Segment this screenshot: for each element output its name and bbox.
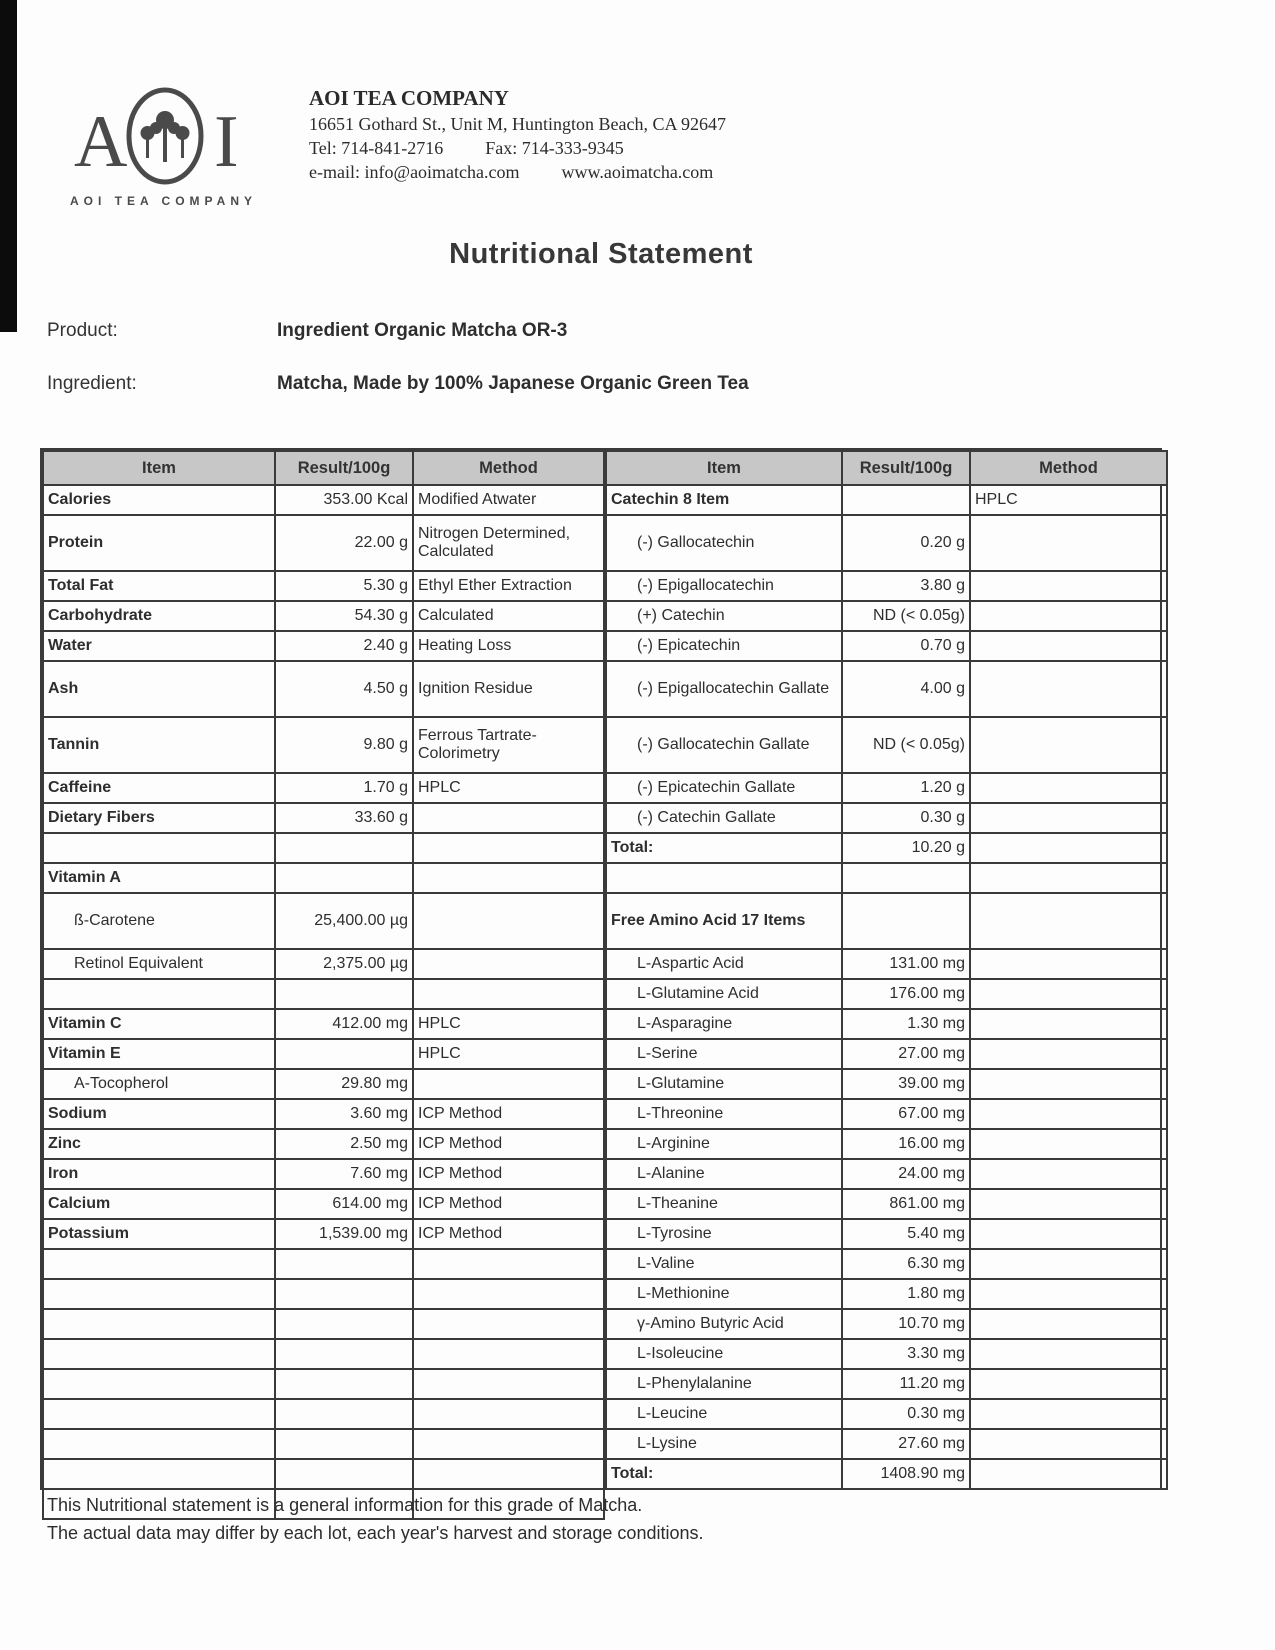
- company-phone-line: [309, 137, 726, 161]
- method-cell: [413, 1429, 604, 1459]
- method-cell: [970, 601, 1167, 631]
- table-row: [606, 1069, 1167, 1099]
- item-cell: [43, 1279, 275, 1309]
- method-cell: Ethyl Ether Extraction: [413, 571, 604, 601]
- method-cell: [970, 1249, 1167, 1279]
- method-cell: [970, 717, 1167, 773]
- item-cell: Potassium: [43, 1219, 275, 1249]
- company-info: [309, 86, 726, 184]
- table-row: [606, 661, 1167, 717]
- result-cell: 5.30 g: [275, 571, 413, 601]
- item-cell: L-Asparagine: [606, 1009, 842, 1039]
- result-cell: 2.40 g: [275, 631, 413, 661]
- result-cell: 6.30 mg: [842, 1249, 970, 1279]
- item-cell: (-) Catechin Gallate: [606, 803, 842, 833]
- item-cell: Sodium: [43, 1099, 275, 1129]
- company-website: www.aoimatcha.com: [561, 161, 714, 182]
- table-row: [606, 833, 1167, 863]
- disclaimer-line-1: This Nutritional statement is a general information for this grade of Matcha.: [47, 1495, 643, 1515]
- method-cell: [970, 1369, 1167, 1399]
- result-cell: [275, 1429, 413, 1459]
- method-cell: [413, 1309, 604, 1339]
- method-cell: Heating Loss: [413, 631, 604, 661]
- result-cell: [275, 1279, 413, 1309]
- item-cell: [43, 833, 275, 863]
- method-cell: [970, 863, 1167, 893]
- item-cell: Caffeine: [43, 773, 275, 803]
- table-row: [43, 979, 604, 1009]
- result-cell: [275, 979, 413, 1009]
- company-logo: [70, 86, 257, 208]
- table-row: [43, 1039, 604, 1069]
- item-cell: Iron: [43, 1159, 275, 1189]
- item-cell: Retinol Equivalent: [43, 949, 275, 979]
- item-cell: (+) Catechin: [606, 601, 842, 631]
- method-cell: [970, 1129, 1167, 1159]
- method-cell: [970, 893, 1167, 949]
- table-row: [606, 1309, 1167, 1339]
- result-cell: [275, 863, 413, 893]
- ingredient-value: Matcha, Made by 100% Japanese Organic Green Tea: [277, 373, 749, 394]
- table-row: [43, 1219, 604, 1249]
- method-cell: [413, 1249, 604, 1279]
- company-tel: Tel: 714-841-2716: [309, 137, 444, 158]
- table-row: [43, 1069, 604, 1099]
- ingredient-label: Ingredient:: [47, 373, 137, 394]
- table-row: [606, 1399, 1167, 1429]
- table-row: [606, 485, 1167, 515]
- result-cell: [275, 1339, 413, 1369]
- result-cell: 10.20 g: [842, 833, 970, 863]
- product-row: [47, 320, 749, 342]
- result-cell: 7.60 mg: [275, 1159, 413, 1189]
- result-cell: [842, 863, 970, 893]
- item-cell: Vitamin E: [43, 1039, 275, 1069]
- item-cell: Vitamin C: [43, 1009, 275, 1039]
- result-cell: 4.00 g: [842, 661, 970, 717]
- item-cell: L-Threonine: [606, 1099, 842, 1129]
- method-cell: [970, 773, 1167, 803]
- method-cell: [970, 661, 1167, 717]
- table-row: [43, 1099, 604, 1129]
- result-cell: 11.20 mg: [842, 1369, 970, 1399]
- method-cell: [970, 1339, 1167, 1369]
- svg-text:I: I: [213, 101, 239, 183]
- method-cell: [970, 1009, 1167, 1039]
- method-cell: ICP Method: [413, 1099, 604, 1129]
- company-address: 16651 Gothard St., Unit M, Huntington Beach, CA 92647: [309, 114, 727, 134]
- item-cell: (-) Epigallocatechin Gallate: [606, 661, 842, 717]
- table-row: [606, 601, 1167, 631]
- method-cell: [970, 949, 1167, 979]
- table-row: [43, 893, 604, 949]
- item-cell: L-Alanine: [606, 1159, 842, 1189]
- item-cell: L-Lysine: [606, 1429, 842, 1459]
- svg-text:A: A: [73, 101, 127, 183]
- item-cell: Total:: [606, 833, 842, 863]
- table-row: [43, 1339, 604, 1369]
- method-cell: [413, 803, 604, 833]
- result-cell: 16.00 mg: [842, 1129, 970, 1159]
- item-cell: [43, 1459, 275, 1489]
- item-cell: (-) Gallocatechin: [606, 515, 842, 571]
- method-cell: [413, 1459, 604, 1489]
- result-cell: [275, 1459, 413, 1489]
- method-cell: [970, 1309, 1167, 1339]
- item-cell: Tannin: [43, 717, 275, 773]
- result-cell: 3.60 mg: [275, 1099, 413, 1129]
- method-cell: ICP Method: [413, 1219, 604, 1249]
- result-cell: 67.00 mg: [842, 1099, 970, 1129]
- method-cell: HPLC: [413, 1039, 604, 1069]
- table-row: [43, 1249, 604, 1279]
- ingredient-row: [47, 373, 749, 395]
- item-cell: (-) Epicatechin: [606, 631, 842, 661]
- item-cell: L-Glutamine Acid: [606, 979, 842, 1009]
- company-web-line: [309, 161, 726, 185]
- table-row: [43, 661, 604, 717]
- method-cell: Ferrous Tartrate- Colorimetry: [413, 717, 604, 773]
- column-header-item: Item: [606, 451, 842, 485]
- item-cell: L-Theanine: [606, 1189, 842, 1219]
- result-cell: 1408.90 mg: [842, 1459, 970, 1489]
- result-cell: 24.00 mg: [842, 1159, 970, 1189]
- table-row: [606, 1279, 1167, 1309]
- method-cell: [413, 1399, 604, 1429]
- result-cell: [842, 485, 970, 515]
- item-cell: Vitamin A: [43, 863, 275, 893]
- result-cell: 0.70 g: [842, 631, 970, 661]
- result-cell: [275, 1249, 413, 1279]
- item-cell: [43, 1309, 275, 1339]
- method-cell: [970, 1219, 1167, 1249]
- method-cell: [413, 1369, 604, 1399]
- result-cell: 1.70 g: [275, 773, 413, 803]
- method-cell: [970, 1069, 1167, 1099]
- result-cell: 54.30 g: [275, 601, 413, 631]
- table-row: [43, 717, 604, 773]
- item-cell: Calcium: [43, 1189, 275, 1219]
- table-row: [43, 631, 604, 661]
- method-cell: [970, 1399, 1167, 1429]
- table-header-right: [606, 451, 1167, 485]
- table-row: [43, 1429, 604, 1459]
- result-cell: 1.20 g: [842, 773, 970, 803]
- result-cell: 27.00 mg: [842, 1039, 970, 1069]
- item-cell: Dietary Fibers: [43, 803, 275, 833]
- nutrition-tables: [40, 448, 1162, 1490]
- column-header-result: Result/100g: [275, 451, 413, 485]
- item-cell: ß-Carotene: [43, 893, 275, 949]
- table-row: [606, 515, 1167, 571]
- result-cell: 22.00 g: [275, 515, 413, 571]
- result-cell: 1.80 mg: [842, 1279, 970, 1309]
- table-row: [43, 833, 604, 863]
- result-cell: [275, 833, 413, 863]
- table-row: [606, 717, 1167, 773]
- disclaimer: [47, 1492, 703, 1548]
- method-cell: [970, 1159, 1167, 1189]
- table-row: [606, 1129, 1167, 1159]
- result-cell: 29.80 mg: [275, 1069, 413, 1099]
- column-header-result: Result/100g: [842, 451, 970, 485]
- item-cell: [43, 1399, 275, 1429]
- company-fax: Fax: 714-333-9345: [485, 137, 624, 158]
- result-cell: 131.00 mg: [842, 949, 970, 979]
- product-label: Product:: [47, 320, 118, 341]
- result-cell: 27.60 mg: [842, 1429, 970, 1459]
- table-row: [43, 773, 604, 803]
- method-cell: [970, 803, 1167, 833]
- result-cell: 10.70 mg: [842, 1309, 970, 1339]
- table-row: [606, 631, 1167, 661]
- table-row: [606, 773, 1167, 803]
- result-cell: 176.00 mg: [842, 979, 970, 1009]
- table-row: [43, 571, 604, 601]
- item-cell: [43, 1339, 275, 1369]
- item-cell: Zinc: [43, 1129, 275, 1159]
- result-cell: 39.00 mg: [842, 1069, 970, 1099]
- method-cell: [413, 1069, 604, 1099]
- table-header-left: [43, 451, 604, 485]
- table-row: [606, 1189, 1167, 1219]
- item-cell: Water: [43, 631, 275, 661]
- method-cell: ICP Method: [413, 1159, 604, 1189]
- table-row: [606, 1249, 1167, 1279]
- method-cell: [970, 1279, 1167, 1309]
- result-cell: 412.00 mg: [275, 1009, 413, 1039]
- item-cell: [606, 863, 842, 893]
- method-cell: [413, 863, 604, 893]
- method-cell: HPLC: [413, 773, 604, 803]
- column-header-method: Method: [413, 451, 604, 485]
- logo-caption: AOI TEA COMPANY: [70, 194, 258, 208]
- table-row: [606, 1009, 1167, 1039]
- method-cell: [970, 631, 1167, 661]
- method-cell: ICP Method: [413, 1129, 604, 1159]
- product-value: Ingredient Organic Matcha OR-3: [277, 320, 568, 341]
- table-row: [43, 863, 604, 893]
- item-cell: (-) Epicatechin Gallate: [606, 773, 842, 803]
- item-cell: [43, 1369, 275, 1399]
- method-cell: [413, 1279, 604, 1309]
- table-row: [43, 1459, 604, 1489]
- result-cell: [842, 893, 970, 949]
- result-cell: 353.00 Kcal: [275, 485, 413, 515]
- table-row: [43, 485, 604, 515]
- nutrition-table-left: [42, 450, 605, 1520]
- table-row: [606, 1339, 1167, 1369]
- item-cell: Calories: [43, 485, 275, 515]
- column-header-item: Item: [43, 451, 275, 485]
- method-cell: Modified Atwater: [413, 485, 604, 515]
- item-cell: L-Phenylalanine: [606, 1369, 842, 1399]
- company-name: AOI TEA COMPANY: [309, 86, 509, 110]
- table-row: [606, 1099, 1167, 1129]
- table-row: [606, 863, 1167, 893]
- item-cell: L-Tyrosine: [606, 1219, 842, 1249]
- item-cell: (-) Epigallocatechin: [606, 571, 842, 601]
- table-row: [606, 1429, 1167, 1459]
- method-cell: [970, 1099, 1167, 1129]
- table-row: [606, 1219, 1167, 1249]
- table-row: [43, 1159, 604, 1189]
- table-row: [606, 1039, 1167, 1069]
- table-row: [606, 571, 1167, 601]
- method-cell: [413, 833, 604, 863]
- item-cell: Free Amino Acid 17 Items: [606, 893, 842, 949]
- result-cell: 9.80 g: [275, 717, 413, 773]
- column-header-method: Method: [970, 451, 1167, 485]
- result-cell: 2,375.00 µg: [275, 949, 413, 979]
- tree-icon: [140, 111, 189, 162]
- table-row: [606, 803, 1167, 833]
- method-cell: HPLC: [413, 1009, 604, 1039]
- result-cell: ND (< 0.05g): [842, 601, 970, 631]
- result-cell: ND (< 0.05g): [842, 717, 970, 773]
- method-cell: Calculated: [413, 601, 604, 631]
- method-cell: [970, 1039, 1167, 1069]
- item-cell: Total Fat: [43, 571, 275, 601]
- table-row: [606, 893, 1167, 949]
- table-row: [43, 1369, 604, 1399]
- disclaimer-line-2: The actual data may differ by each lot, each year's harvest and storage conditions.: [47, 1522, 704, 1543]
- item-cell: Total:: [606, 1459, 842, 1489]
- company-email: e-mail: info@aoimatcha.com: [309, 161, 520, 182]
- item-cell: (-) Gallocatechin Gallate: [606, 717, 842, 773]
- method-cell: [970, 1459, 1167, 1489]
- result-cell: 614.00 mg: [275, 1189, 413, 1219]
- item-cell: [43, 1249, 275, 1279]
- result-cell: [275, 1399, 413, 1429]
- table-row: [606, 1459, 1167, 1489]
- scan-artifact-bar: [0, 0, 17, 332]
- letterhead: [70, 86, 726, 208]
- result-cell: 5.40 mg: [842, 1219, 970, 1249]
- result-cell: [275, 1039, 413, 1069]
- item-cell: L-Serine: [606, 1039, 842, 1069]
- method-cell: ICP Method: [413, 1189, 604, 1219]
- method-cell: HPLC: [970, 485, 1167, 515]
- table-row: [43, 1399, 604, 1429]
- method-cell: [970, 1189, 1167, 1219]
- table-row: [606, 979, 1167, 1009]
- result-cell: 2.50 mg: [275, 1129, 413, 1159]
- table-row: [43, 803, 604, 833]
- result-cell: [275, 1309, 413, 1339]
- result-cell: 33.60 g: [275, 803, 413, 833]
- result-cell: 0.20 g: [842, 515, 970, 571]
- item-cell: [43, 1429, 275, 1459]
- table-row: [43, 1009, 604, 1039]
- table-row: [43, 1279, 604, 1309]
- table-row: [606, 949, 1167, 979]
- table-row: [43, 949, 604, 979]
- table-row: [43, 1189, 604, 1219]
- result-cell: 3.80 g: [842, 571, 970, 601]
- page-title: Nutritional Statement: [449, 238, 753, 270]
- item-cell: L-Isoleucine: [606, 1339, 842, 1369]
- item-cell: γ-Amino Butyric Acid: [606, 1309, 842, 1339]
- method-cell: [970, 979, 1167, 1009]
- item-cell: L-Aspartic Acid: [606, 949, 842, 979]
- method-cell: [970, 1429, 1167, 1459]
- method-cell: [970, 515, 1167, 571]
- table-row: [43, 601, 604, 631]
- table-row: [606, 1369, 1167, 1399]
- method-cell: [970, 833, 1167, 863]
- table-row: [43, 1129, 604, 1159]
- item-cell: L-Valine: [606, 1249, 842, 1279]
- result-cell: 3.30 mg: [842, 1339, 970, 1369]
- table-row: [43, 1309, 604, 1339]
- item-cell: Ash: [43, 661, 275, 717]
- item-cell: L-Glutamine: [606, 1069, 842, 1099]
- item-cell: L-Methionine: [606, 1279, 842, 1309]
- result-cell: 25,400.00 µg: [275, 893, 413, 949]
- item-cell: A-Tocopherol: [43, 1069, 275, 1099]
- result-cell: 4.50 g: [275, 661, 413, 717]
- product-info: [47, 320, 749, 426]
- method-cell: Nitrogen Determined, Calculated: [413, 515, 604, 571]
- method-cell: [413, 893, 604, 949]
- method-cell: [413, 949, 604, 979]
- result-cell: 0.30 g: [842, 803, 970, 833]
- item-cell: [43, 979, 275, 1009]
- item-cell: Carbohydrate: [43, 601, 275, 631]
- aoi-logo-icon: [74, 86, 254, 190]
- method-cell: [413, 979, 604, 1009]
- item-cell: L-Arginine: [606, 1129, 842, 1159]
- result-cell: 1,539.00 mg: [275, 1219, 413, 1249]
- method-cell: [413, 1339, 604, 1369]
- method-cell: [970, 571, 1167, 601]
- item-cell: L-Leucine: [606, 1399, 842, 1429]
- table-row: [606, 1159, 1167, 1189]
- result-cell: 861.00 mg: [842, 1189, 970, 1219]
- result-cell: [275, 1369, 413, 1399]
- table-row: [43, 515, 604, 571]
- item-cell: Catechin 8 Item: [606, 485, 842, 515]
- item-cell: Protein: [43, 515, 275, 571]
- method-cell: Ignition Residue: [413, 661, 604, 717]
- result-cell: 1.30 mg: [842, 1009, 970, 1039]
- result-cell: 0.30 mg: [842, 1399, 970, 1429]
- nutrition-table-right: [605, 450, 1168, 1490]
